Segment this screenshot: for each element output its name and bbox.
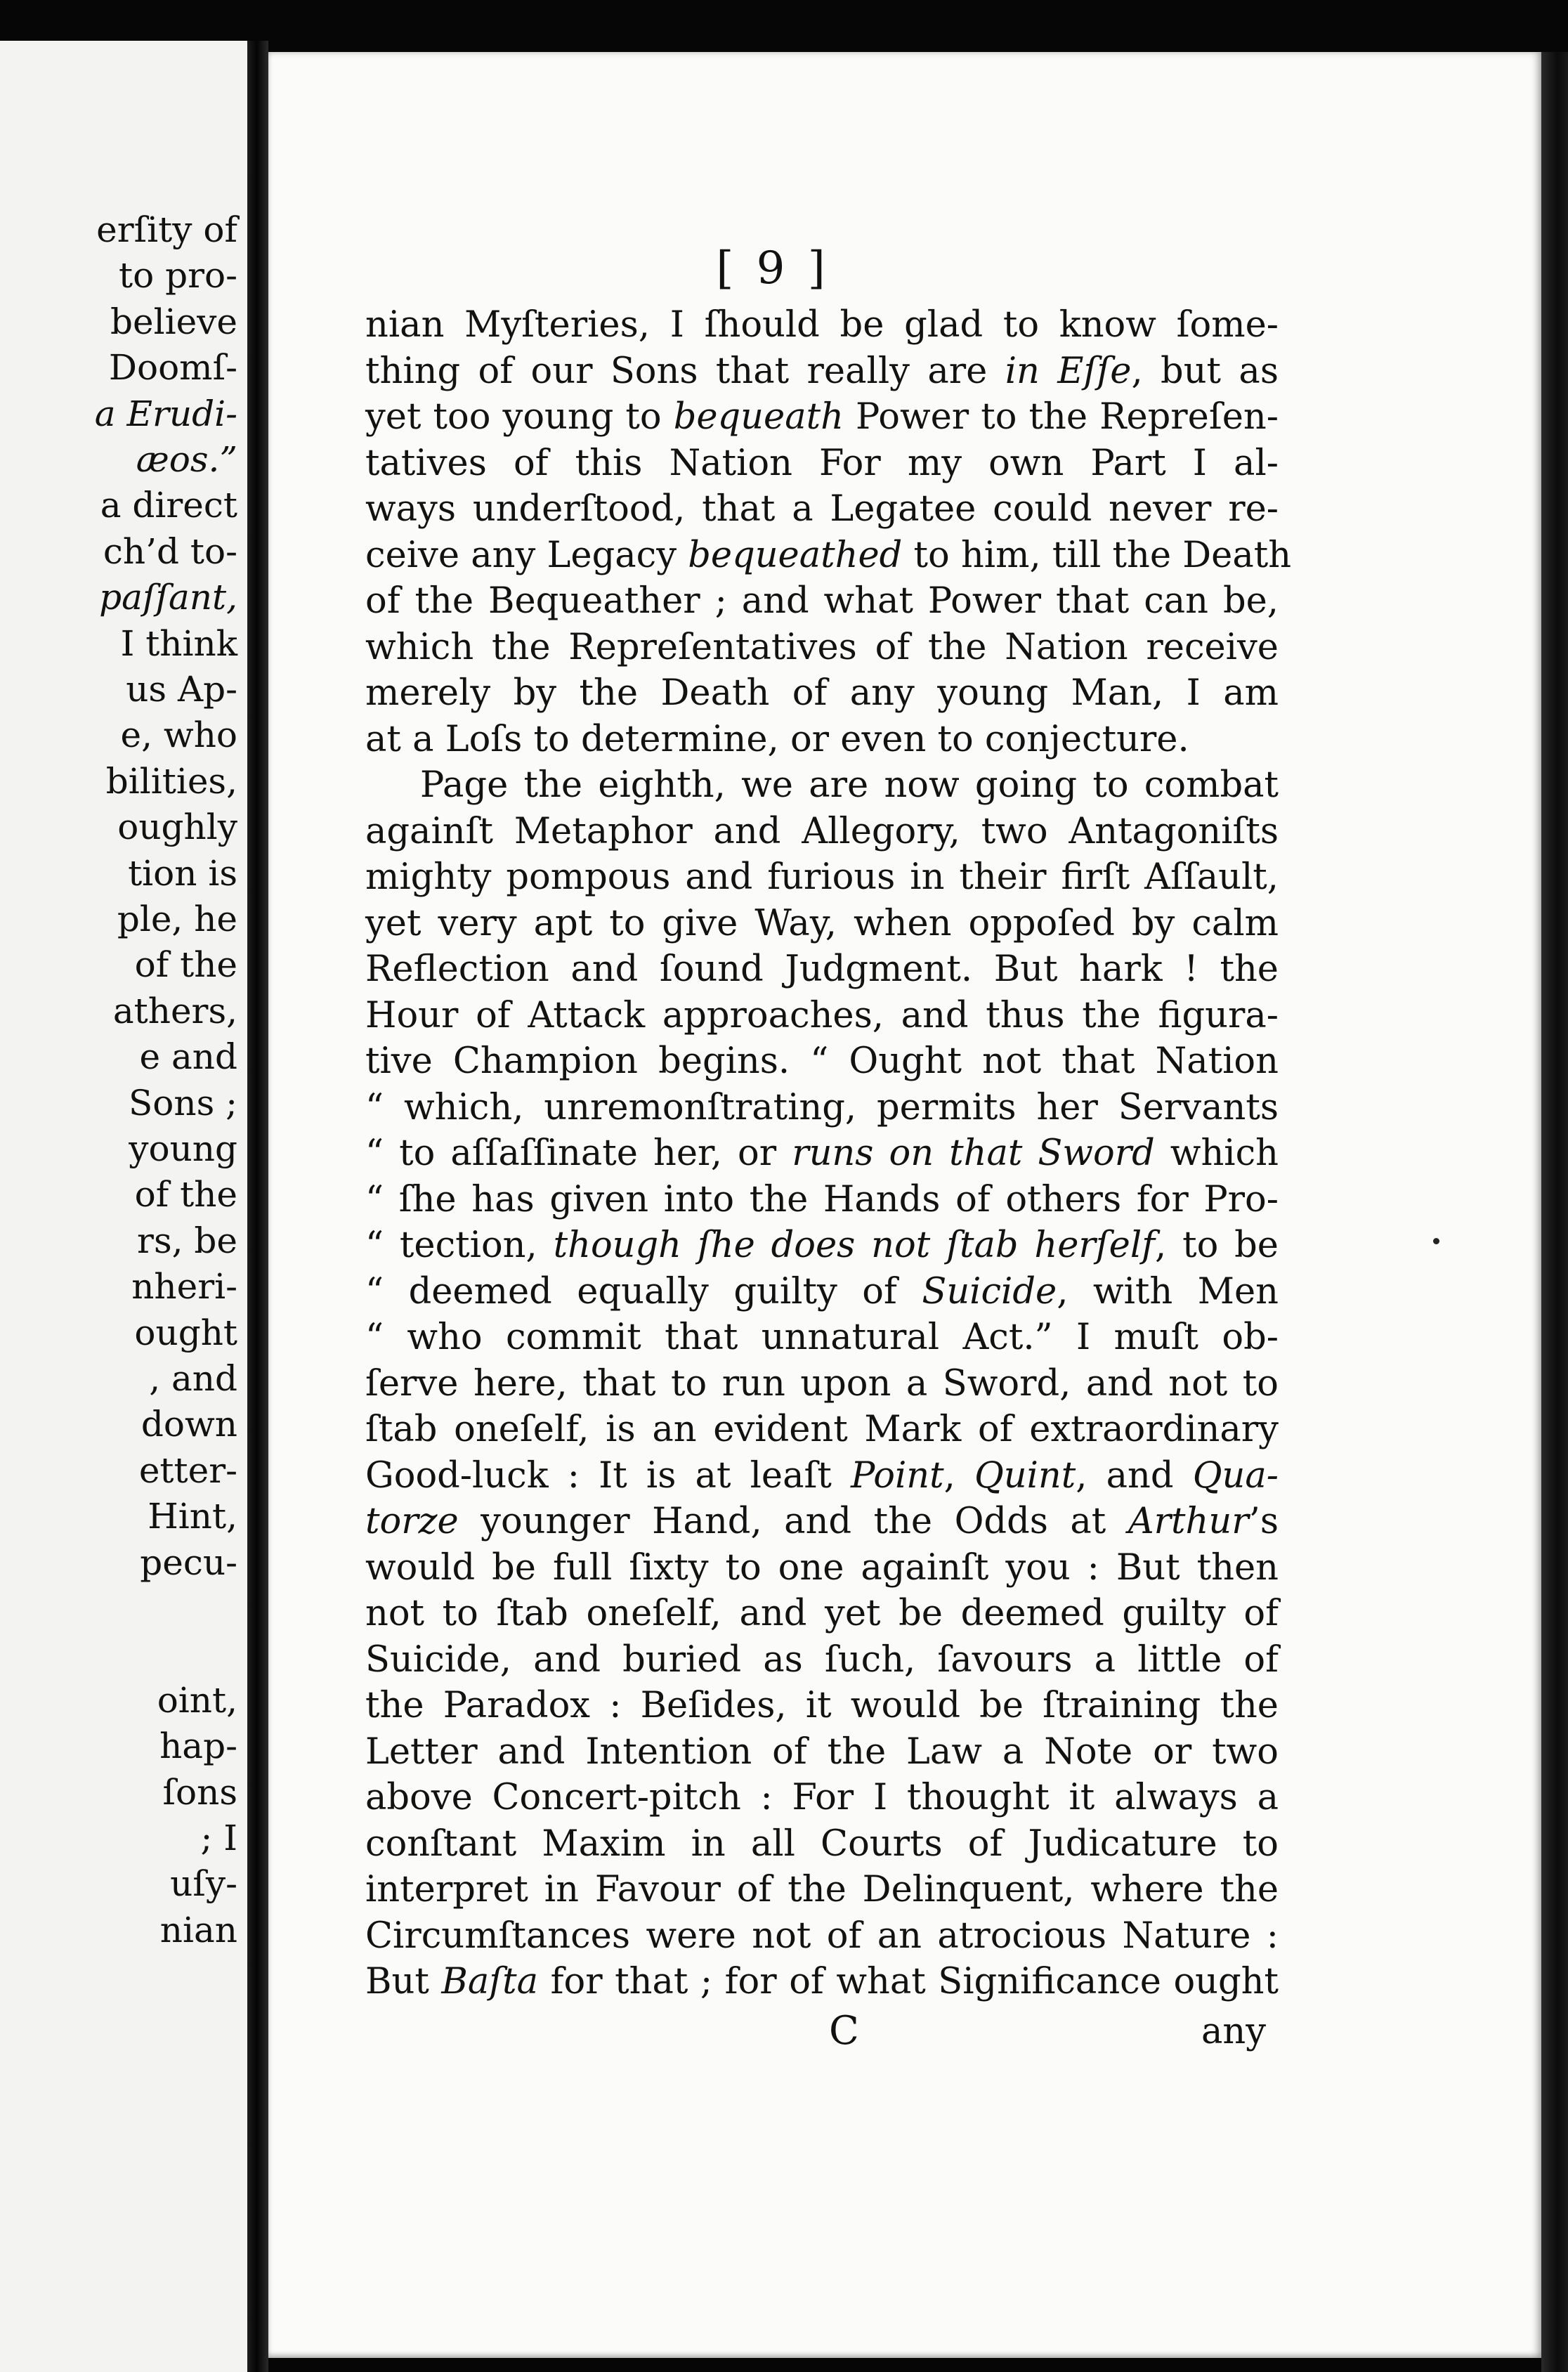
facing-page-line: tion is bbox=[128, 852, 237, 894]
text-run: “ ſhe has given into the Hands of others for Pro- bbox=[365, 1178, 1279, 1220]
text-run: merely by the Death of any young Man, I am bbox=[365, 672, 1279, 714]
text-run: Circumſtances were not of an atrocious Nature : bbox=[365, 1915, 1279, 1957]
signature-mark: C bbox=[829, 2008, 859, 2054]
text-line bbox=[365, 670, 1279, 717]
text-line bbox=[365, 1085, 1279, 1131]
catchword: any bbox=[1201, 2011, 1267, 2052]
page-edge-shadow bbox=[1541, 52, 1568, 2372]
facing-page-line: oughly bbox=[117, 807, 237, 848]
text-run: But bbox=[365, 1961, 442, 2002]
text-line bbox=[365, 1683, 1279, 1729]
text-run: conſtant Maxim in all Courts of Judicature to bbox=[365, 1823, 1279, 1865]
text-run: tive Champion begins. “ Ought not that Nation bbox=[365, 1041, 1279, 1082]
text-run: “ to aſſaſſinate her, or bbox=[365, 1133, 792, 1174]
text-line bbox=[365, 1130, 1279, 1177]
text-line bbox=[365, 1269, 1279, 1315]
text-run: Hour of Attack approaches, and thus the figura- bbox=[365, 994, 1279, 1036]
facing-page-line: ought bbox=[134, 1312, 237, 1353]
italic-text: runs on that Sword bbox=[792, 1133, 1155, 1174]
text-line bbox=[365, 854, 1279, 901]
italic-text: Qua- bbox=[1192, 1454, 1279, 1497]
italic-text: though ſhe does not ſtab herſelf bbox=[553, 1225, 1156, 1266]
text-line bbox=[365, 717, 1279, 763]
text-line bbox=[365, 1913, 1279, 1960]
facing-page-line: e and bbox=[139, 1036, 237, 1078]
text-run: “ deemed equally guilty of bbox=[365, 1270, 922, 1312]
italic-text: torze bbox=[365, 1501, 459, 1542]
facing-page-line: bilities, bbox=[105, 760, 237, 802]
text-run: , bbox=[943, 1454, 974, 1497]
text-line bbox=[365, 1315, 1279, 1361]
text-run: Reflection and ſound Judgment. But hark ! the bbox=[365, 949, 1279, 990]
text-run: ſerve here, that to run upon a Sword, and not to bbox=[365, 1362, 1279, 1405]
italic-text: Suicide bbox=[922, 1270, 1057, 1312]
text-run: for that ; for of what Significance ought bbox=[538, 1961, 1279, 2002]
text-line bbox=[365, 1361, 1279, 1407]
text-line bbox=[365, 625, 1279, 671]
italic-text: in Eſſe bbox=[1005, 350, 1132, 392]
facing-page-line: hap- bbox=[159, 1726, 237, 1767]
facing-page-line: pecu- bbox=[140, 1542, 237, 1583]
ink-speck bbox=[1433, 1238, 1439, 1244]
text-line bbox=[365, 302, 1279, 348]
text-run: “ who commit that unnatural Act.” I muſt ob- bbox=[365, 1317, 1279, 1358]
text-run: “ tection, bbox=[365, 1225, 554, 1266]
text-run: would be full ſixty to one againſt you : But then bbox=[365, 1546, 1279, 1589]
text-line bbox=[365, 1591, 1279, 1637]
text-run: “ which, unremonſtrating, permits her Servants bbox=[365, 1086, 1279, 1128]
italic-text: bequeath bbox=[673, 396, 844, 438]
italic-text: bequeathed bbox=[688, 534, 903, 576]
text-run: , with Men bbox=[1057, 1270, 1279, 1312]
facing-page-line: æos.” bbox=[136, 439, 237, 480]
text-line bbox=[365, 441, 1279, 487]
text-run: not to ſtab oneſelf, and yet be deemed guilty of bbox=[365, 1593, 1279, 1634]
facing-page-line: Hint, bbox=[148, 1496, 237, 1537]
text-line bbox=[365, 1499, 1279, 1545]
text-line bbox=[365, 1453, 1279, 1499]
text-run: the Paradox : Beſides, it would be ſtraining the bbox=[365, 1685, 1279, 1726]
text-line bbox=[365, 1223, 1279, 1269]
text-run: yet very apt to give Way, when oppoſed by calm bbox=[365, 902, 1279, 944]
text-run: mighty pompous and furious in their firſt Aſſault, bbox=[365, 856, 1279, 898]
facing-page-line: ; I bbox=[200, 1818, 237, 1858]
facing-page-line: ſons bbox=[162, 1771, 237, 1813]
facing-page-line: believe bbox=[110, 301, 237, 342]
text-line bbox=[365, 762, 1279, 809]
facing-page-line: to pro- bbox=[119, 255, 237, 296]
facing-page-line: young bbox=[129, 1128, 237, 1169]
text-line bbox=[365, 809, 1279, 855]
text-run: Letter and Intention of the Law a Note or two bbox=[365, 1731, 1279, 1773]
text-line bbox=[365, 1775, 1279, 1821]
facing-page-line: athers, bbox=[112, 990, 237, 1031]
text-run: , to be bbox=[1155, 1225, 1279, 1266]
text-line bbox=[365, 1959, 1279, 2005]
text-run: to him, till the Death bbox=[902, 534, 1292, 576]
text-run: at a Loſs to determine, or even to conjecture. bbox=[365, 718, 1189, 760]
text-run: ceive any Legacy bbox=[365, 534, 688, 576]
text-run: thing of our Sons that really are bbox=[365, 350, 1005, 392]
facing-page-line: I think bbox=[120, 623, 237, 664]
facing-page-line: etter- bbox=[138, 1449, 237, 1491]
facing-page-line: of the bbox=[134, 944, 237, 986]
facing-page-line: , and bbox=[149, 1358, 237, 1399]
text-line bbox=[365, 1729, 1279, 1775]
text-line bbox=[365, 993, 1279, 1039]
text-line bbox=[365, 578, 1279, 625]
text-run: yet too young to bbox=[365, 396, 674, 438]
text-line bbox=[365, 1545, 1279, 1591]
facing-page-line: a direct bbox=[100, 485, 237, 526]
text-line bbox=[365, 1038, 1279, 1085]
facing-page-line: nheri- bbox=[131, 1266, 237, 1308]
text-line bbox=[365, 486, 1279, 533]
facing-page-line: nian bbox=[159, 1909, 237, 1950]
facing-page-line: down bbox=[141, 1404, 237, 1445]
italic-text: Quint bbox=[974, 1454, 1076, 1497]
text-run: ’s bbox=[1248, 1501, 1279, 1542]
text-run: Power to the Repreſen- bbox=[843, 396, 1279, 438]
text-line bbox=[365, 901, 1279, 947]
facing-page-line: Sons ; bbox=[129, 1082, 237, 1123]
facing-page-line: oint, bbox=[157, 1679, 237, 1721]
facing-page-line: Doomſ- bbox=[108, 347, 237, 389]
text-run: , and bbox=[1076, 1454, 1193, 1497]
text-line bbox=[365, 1821, 1279, 1868]
text-run: tatives of this Nation For my own Part I al- bbox=[365, 442, 1279, 484]
text-line bbox=[365, 1867, 1279, 1913]
text-line bbox=[365, 348, 1279, 395]
text-run: which the Repreſentatives of the Nation receive bbox=[365, 626, 1279, 668]
italic-text: Point bbox=[851, 1454, 944, 1497]
text-line bbox=[365, 946, 1279, 993]
text-line bbox=[365, 1177, 1279, 1223]
facing-page-line: erſity of bbox=[96, 209, 237, 250]
text-run: againſt Metaphor and Allegory, two Antagoniſts bbox=[365, 810, 1279, 852]
facing-page-line: rs, be bbox=[137, 1220, 237, 1261]
text-run: interpret in Favour of the Delinquent, where the bbox=[365, 1869, 1279, 1910]
text-line bbox=[365, 394, 1279, 441]
facing-page-line: uſy- bbox=[170, 1863, 237, 1905]
text-run: of the Bequeather ; and what Power that can be, bbox=[365, 580, 1279, 622]
facing-page-line: ch’d to- bbox=[103, 530, 237, 572]
text-run: which bbox=[1154, 1133, 1279, 1174]
italic-text: Arthur bbox=[1128, 1501, 1249, 1542]
text-run: Good-luck : It is at leaſt bbox=[365, 1454, 851, 1497]
facing-page-line: e, who bbox=[120, 715, 237, 756]
text-line bbox=[365, 1637, 1279, 1683]
facing-page-line: ple, he bbox=[117, 899, 237, 939]
text-run: Suicide, and buried as ſuch, ſavours a little of bbox=[365, 1638, 1279, 1681]
text-line bbox=[365, 1407, 1279, 1453]
text-run: nian Myſteries, I ſhould be glad to know ſome- bbox=[365, 304, 1279, 346]
italic-text: Baſta bbox=[441, 1961, 539, 2002]
text-run: , but as bbox=[1131, 350, 1279, 392]
text-run: ways underſtood, that a Legatee could never re- bbox=[365, 488, 1279, 530]
binding-gutter bbox=[247, 41, 268, 2372]
facing-page-line: paſſant, bbox=[99, 577, 237, 618]
text-run: Page the eighth, we are now going to combat bbox=[420, 764, 1279, 806]
page-number: [ 9 ] bbox=[716, 242, 830, 294]
facing-page-line: of the bbox=[134, 1174, 237, 1216]
text-run: ſtab oneſelf, is an evident Mark of extraordinary bbox=[365, 1409, 1279, 1450]
facing-page-fragment bbox=[0, 41, 247, 2372]
text-run: above Concert-pitch : For I thought it always a bbox=[365, 1777, 1279, 1818]
text-run: younger Hand, and the Odds at bbox=[458, 1501, 1128, 1542]
text-line bbox=[365, 533, 1292, 579]
facing-page-line: a Erudi- bbox=[94, 393, 237, 434]
facing-page-line: us Ap- bbox=[126, 669, 237, 710]
